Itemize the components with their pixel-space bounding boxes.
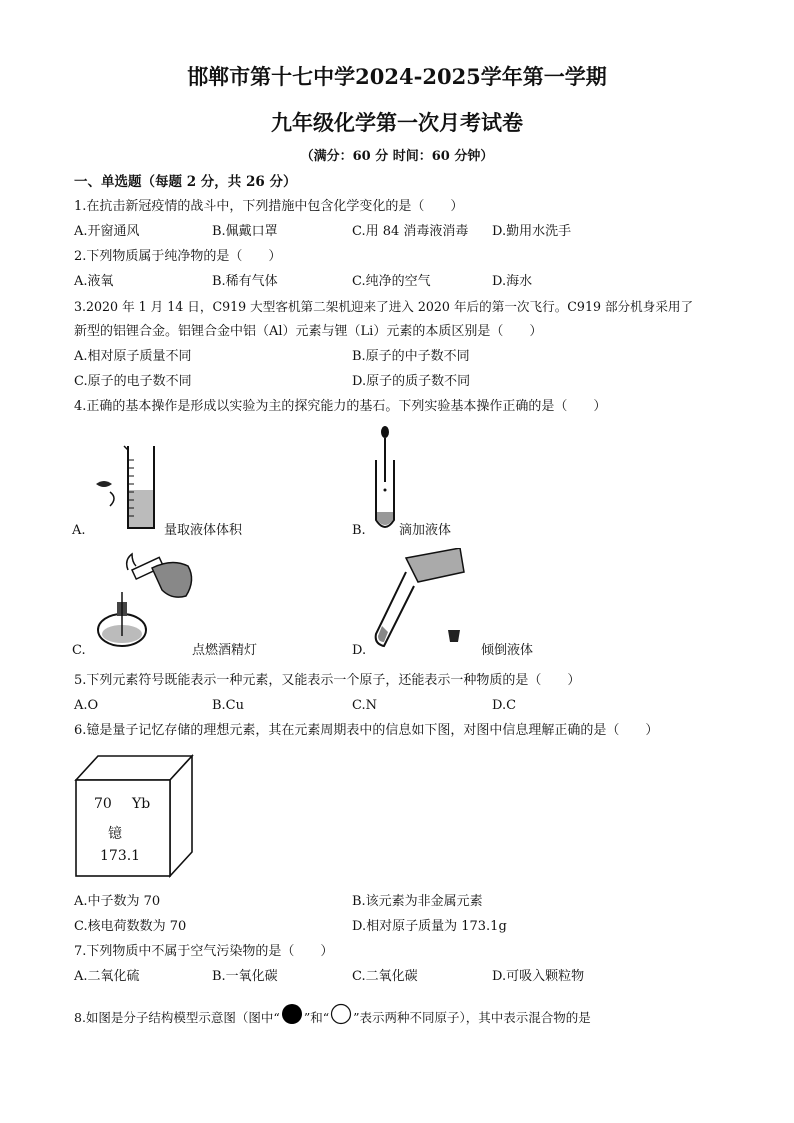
q6-option-b: B.该元素为非金属元素 <box>352 894 483 909</box>
q7-option-d: D.可吸入颗粒物 <box>492 969 585 984</box>
q4-stem: 4.正确的基本操作是形成以实验为主的探究能力的基石。下列实验基本操作正确的是（ ） <box>74 399 607 414</box>
element-atomic-mass: 173.1 <box>100 848 141 864</box>
q4-option-c-letter: C. <box>72 643 86 658</box>
q7-option-a: A.二氧化硫 <box>74 969 140 984</box>
q2-option-b: B.稀有气体 <box>212 274 278 289</box>
q8-stem-part1: 8.如图是分子结构模型示意图（图中“ <box>74 1010 280 1025</box>
q1-stem: 1.在抗击新冠疫情的战斗中，下列措施中包含化学变化的是（ ） <box>74 199 464 214</box>
q5-option-d: D.C <box>492 698 517 713</box>
q8-stem-part2: ”和“ <box>303 1010 330 1025</box>
q1-option-d: D.勤用水洗手 <box>492 224 572 239</box>
q6-stem: 6.镱是量子记忆存储的理想元素，其在元素周期表中的信息如下图，对图中信息理解正确的是（ ） <box>74 723 659 738</box>
q3-stem-line2: 新型的铝锂合金。铝锂合金中铝（Al）元素与锂（Li）元素的本质区别是（ ） <box>74 324 543 339</box>
q2-stem: 2.下列物质属于纯净物的是（ ） <box>74 249 282 264</box>
measuring-cylinder-figure <box>92 440 172 532</box>
q4-option-b-caption: 滴加液体 <box>399 523 452 538</box>
q1-option-a: A.开窗通风 <box>74 224 140 239</box>
section-heading: 一、单选题（每题 2 分，共 26 分） <box>74 174 297 190</box>
q3-option-b: B.原子的中子数不同 <box>352 349 470 364</box>
q3-option-d: D.原子的质子数不同 <box>352 374 471 389</box>
element-atomic-number: 70 <box>94 796 112 812</box>
q4-option-a-letter: A. <box>72 523 86 538</box>
dropper-test-tube-figure <box>370 424 400 536</box>
q2-option-d: D.海水 <box>492 274 533 289</box>
q7-option-b: B.一氧化碳 <box>212 969 278 984</box>
q5-option-a: A.O <box>74 698 99 713</box>
black-atom-icon <box>281 1003 303 1025</box>
q6-option-d: D.相对原子质量为 173.1g <box>352 919 507 934</box>
q3-option-c: C.原子的电子数不同 <box>74 374 192 389</box>
alcohol-lamp-figure <box>92 550 202 654</box>
q3-stem-line1: 3.2020 年 1 月 14 日，C919 大型客机第二架机迎来了进入 2020 年后的第一次飞行。C919 部分机身采用了 <box>74 299 694 314</box>
q3-option-a: A.相对原子质量不同 <box>74 349 192 364</box>
pouring-liquid-figure <box>370 548 466 654</box>
q4-option-a-caption: 量取液体体积 <box>164 523 243 538</box>
q7-option-c: C.二氧化碳 <box>352 969 418 984</box>
q7-stem: 7.下列物质中不属于空气污染物的是（ ） <box>74 944 334 959</box>
q8-stem-part3: ”表示两种不同原子），其中表示混合物的是 <box>353 1010 591 1025</box>
element-cell-ytterbium <box>74 752 194 878</box>
exam-title-line2: 九年级化学第一次月考试卷 <box>271 110 523 135</box>
q6-option-c: C.核电荷数数为 70 <box>74 919 187 934</box>
q2-option-c: C.纯净的空气 <box>352 274 431 289</box>
q5-stem: 5.下列元素符号既能表示一种元素，又能表示一个原子，还能表示一种物质的是（ ） <box>74 673 581 688</box>
q1-option-c: C.用 84 消毒液消毒 <box>352 224 469 239</box>
q1-option-b: B.佩戴口罩 <box>212 224 278 239</box>
element-symbol: Yb <box>132 796 151 812</box>
q4-option-d-letter: D. <box>352 643 367 658</box>
exam-title-line1: 邯郸市第十七中学2024-2025学年第一学期 <box>187 64 607 89</box>
q8-stem <box>74 1010 591 1026</box>
exam-meta: （满分：60 分 时间：60 分钟） <box>300 149 494 164</box>
q2-option-a: A.液氧 <box>74 274 114 289</box>
white-atom-icon <box>330 1003 352 1025</box>
q5-option-b: B.Cu <box>212 698 245 713</box>
element-name: 镱 <box>108 826 122 842</box>
q4-option-d-caption: 倾倒液体 <box>481 643 534 658</box>
q4-option-b-letter: B. <box>352 523 366 538</box>
q4-option-c-caption: 点燃酒精灯 <box>192 643 258 658</box>
q6-option-a: A.中子数为 70 <box>74 894 161 909</box>
q5-option-c: C.N <box>352 698 377 713</box>
